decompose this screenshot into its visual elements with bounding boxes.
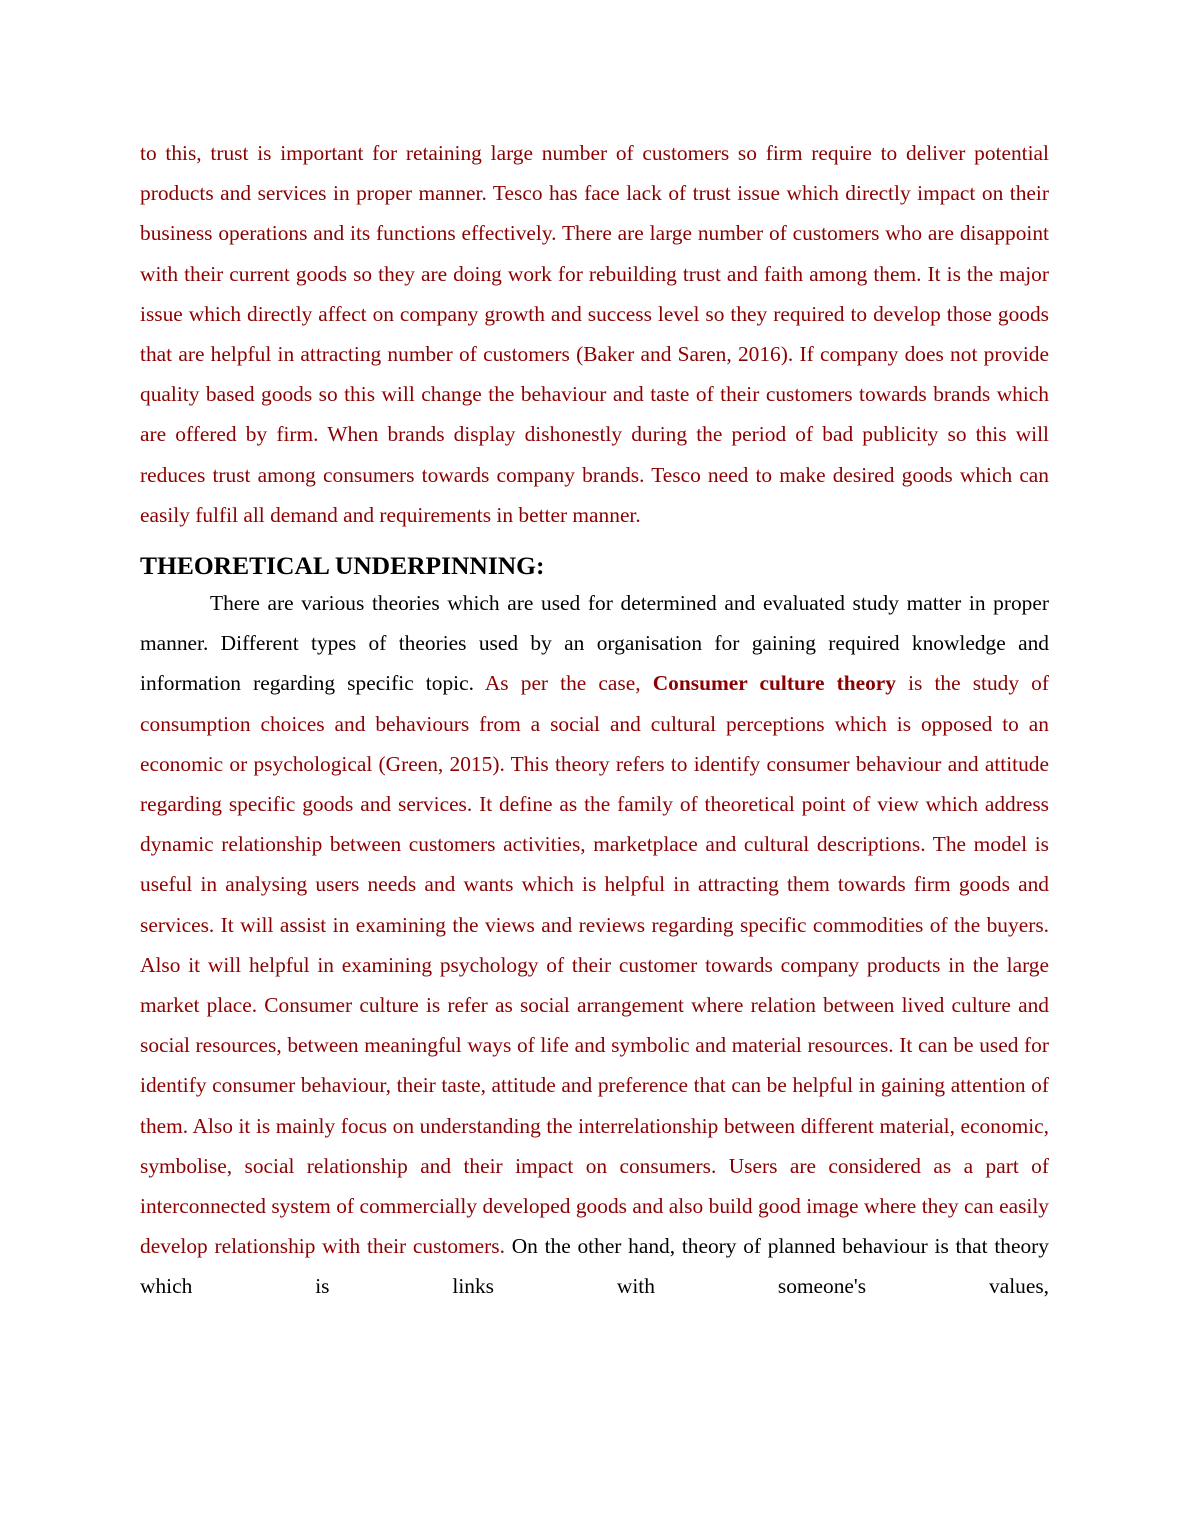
document-page bbox=[140, 133, 1049, 1307]
paragraph-intro-text: There are various theories which are used for determined and evaluated study matter in proper manner. Different types of theories used by an organisation for gaining required knowledge and information regarding specific topic. bbox=[140, 591, 1049, 696]
planned-behaviour-text: On the other hand, theory of planned behaviour is that theory which is links with someone's values, bbox=[140, 1234, 1049, 1299]
paragraph-trust-issue: to this, trust is important for retaining large number of customers so firm require to deliver potential products and services in proper manner. Tesco has face lack of trust issue which directly impact on their business operations and its functions effectively. There are large number of customers who are disappoint with their current goods so they are doing work for rebuilding trust and faith among them. It is the major issue which directly affect on company growth and success level so they required to develop those goods that are helpful in attracting number of customers (Baker and Saren, 2016). If company does not provide quality based goods so this will change the behaviour and taste of their customers towards brands which are offered by firm. When brands display dishonestly during the period of bad publicity so this will reduces trust among consumers towards company brands. Tesco need to make desired goods which can easily fulfil all demand and requirements in better manner. bbox=[140, 141, 1049, 527]
paragraph-theoretical-underpinning bbox=[140, 583, 1049, 1307]
section-heading: THEORETICAL UNDERPINNING: bbox=[140, 551, 545, 581]
case-lead-text: As per the case, bbox=[484, 671, 653, 696]
consumer-culture-theory-term: Consumer culture theory bbox=[652, 671, 896, 696]
consumer-culture-theory-body: is the study of consumption choices and behaviours from a social and cultural perceptions which is opposed to an economic or psychological (Green, 2015). This theory refers to identify consumer behaviour and attitude regarding specific goods and services. It define as the family of theoretical point of view which address dynamic relationship between customers activities, marketplace and cultural descriptions. The model is useful in analysing users needs and wants which is helpful in attracting them towards firm goods and services. It will assist in examining the views and reviews regarding specific commodities of the buyers. Also it will helpful in examining psychology of their customer towards company products in the large market place. Consumer culture is refer as social arrangement where relation between lived culture and social resources, between meaningful ways of life and symbolic and material resources. It can be used for identify consumer behaviour, their taste, attitude and preference that can be helpful in gaining attention of them. Also it is mainly focus on understanding the interrelationship between different material, economic, symbolise, social relationship and their impact on consumers. Users are considered as a part of interconnected system of commercially developed goods and also build good image where they can easily develop relationship with their customers. bbox=[140, 671, 1049, 1259]
